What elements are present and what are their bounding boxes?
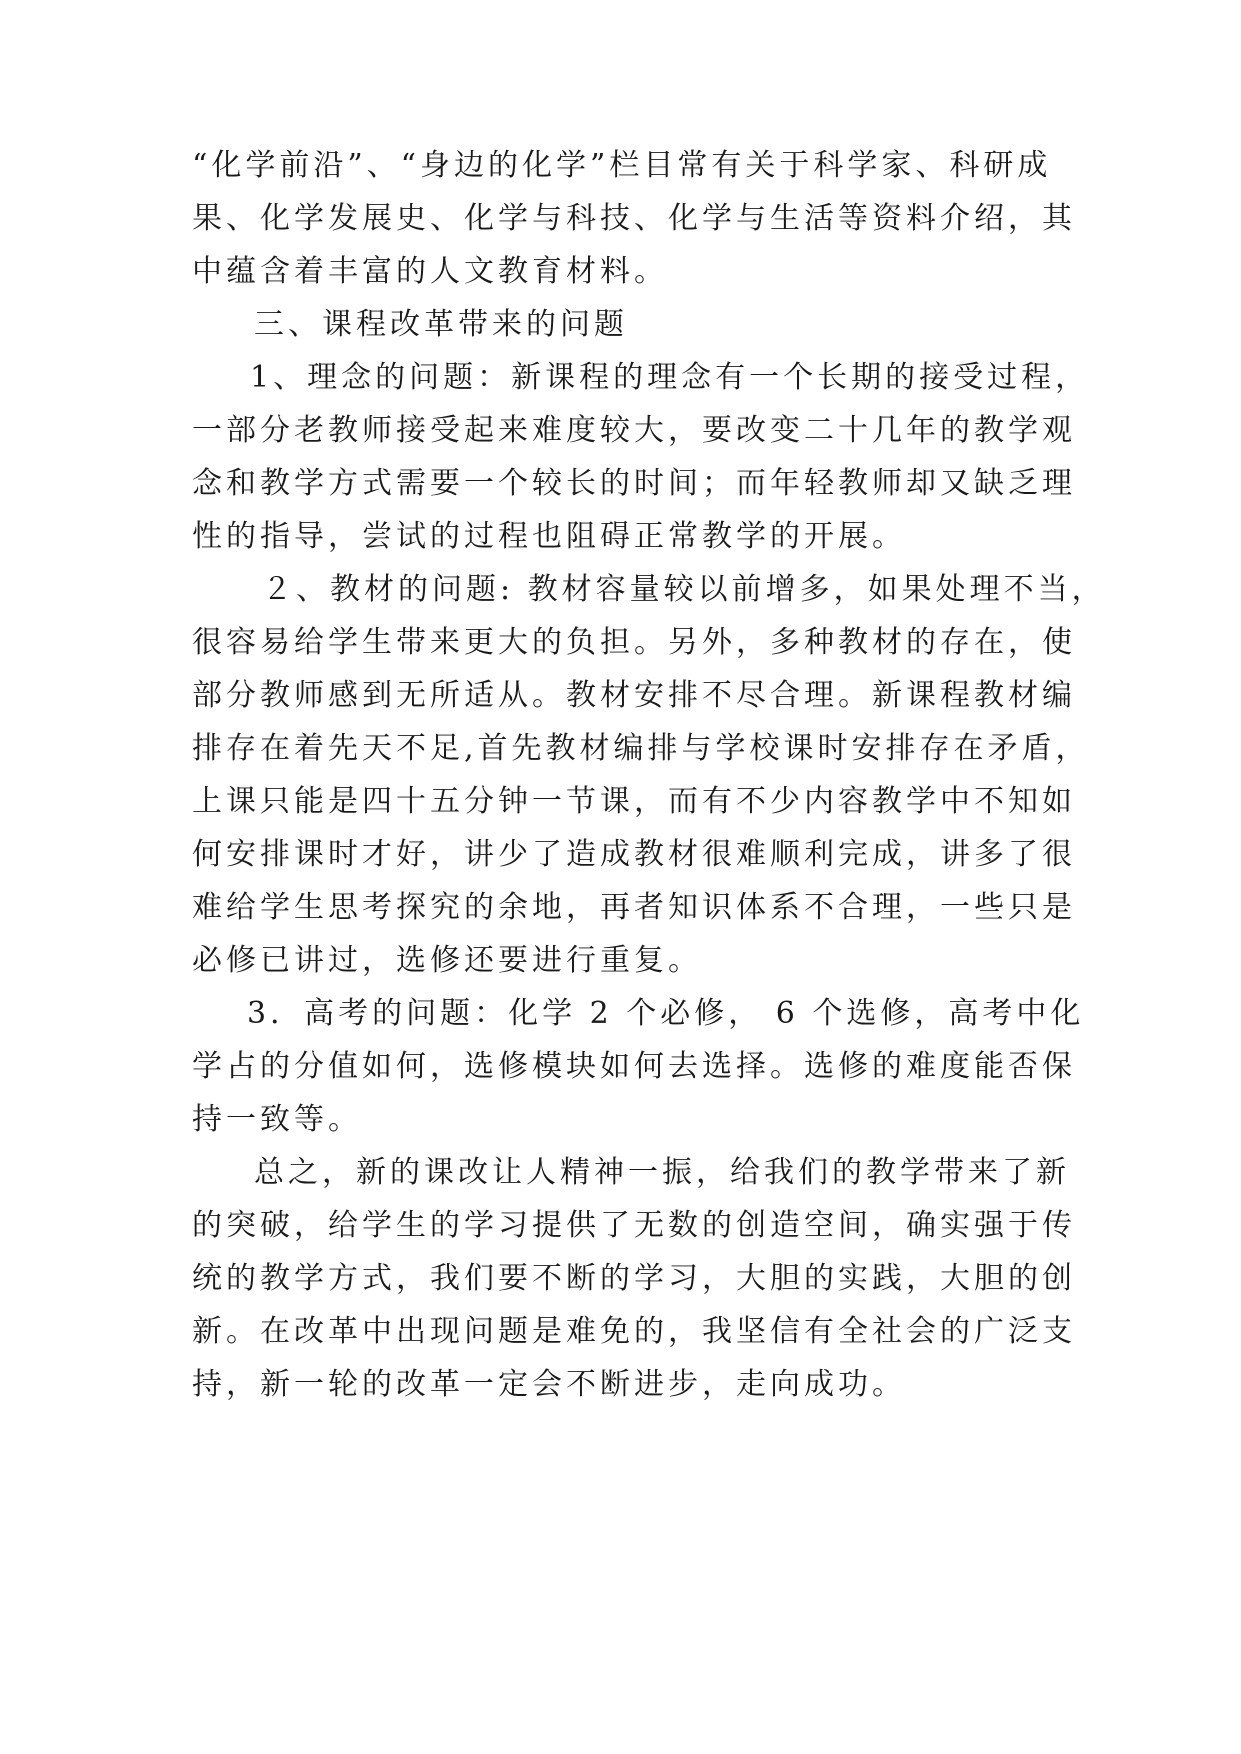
paragraph-line: 新。在改革中出现问题是难免的，我坚信有全社会的广泛支: [192, 1314, 1076, 1349]
paragraph-line: 难给学生思考探究的余地，再者知识体系不合理，一些只是: [192, 890, 1076, 925]
paragraph-line: 的突破，给学生的学习提供了无数的创造空间，确实强于传: [192, 1208, 1076, 1243]
paragraph-line: 1、理念的问题：新课程的理念有一个长期的接受过程，: [250, 360, 1090, 395]
paragraph-line: 一部分老教师接受起来难度较大，要改变二十几年的教学观: [192, 413, 1076, 448]
paragraph-line: 何安排课时才好，讲少了造成教材很难顺利完成，讲多了很: [192, 837, 1076, 872]
paragraph-line: 3．高考的问题：化学 2 个必修， 6 个选修，高考中化: [247, 996, 1085, 1031]
paragraph-line: 性的指导，尝试的过程也阻碍正常教学的开展。: [192, 519, 906, 554]
paragraph-line: 念和教学方式需要一个较长的时间；而年轻教师却又缺乏理: [192, 466, 1076, 501]
paragraph-line: 必修已讲过，选修还要进行重复。: [192, 943, 702, 978]
paragraph-line: 排存在着先天不足,首先教材编排与学校课时安排存在矛盾，: [192, 731, 1090, 766]
paragraph-line: 总之，新的课改让人精神一振，给我们的教学带来了新: [254, 1155, 1070, 1190]
paragraph-line: 持，新一轮的改革一定会不断进步，走向成功。: [192, 1367, 906, 1402]
paragraph-line: 上课只能是四十五分钟一节课，而有不少内容教学中不知如: [192, 784, 1076, 819]
paragraph-line: 很容易给学生带来更大的负担。另外，多种教材的存在，使: [192, 625, 1076, 660]
paragraph-line: 学占的分值如何，选修模块如何去选择。选修的难度能否保: [192, 1049, 1076, 1084]
section-heading: 三、课程改革带来的问题: [254, 307, 628, 342]
paragraph-line: 持一致等。: [192, 1102, 362, 1137]
paragraph-line: 中蕴含着丰富的人文教育材料。: [192, 254, 668, 289]
paragraph-line: “化学前沿”、“身边的化学”栏目常有关于科学家、科研成: [192, 148, 1052, 183]
paragraph-line: 果、化学发展史、化学与科技、化学与生活等资料介绍，其: [192, 201, 1076, 236]
paragraph-line: 统的教学方式，我们要不断的学习，大胆的实践，大胆的创: [192, 1261, 1076, 1296]
paragraph-line: 部分教师感到无所适从。教材安排不尽合理。新课程教材编: [192, 678, 1076, 713]
paragraph-line: ２、教材的问题: 教材容量较以前增多，如果处理不当，: [262, 572, 1106, 607]
